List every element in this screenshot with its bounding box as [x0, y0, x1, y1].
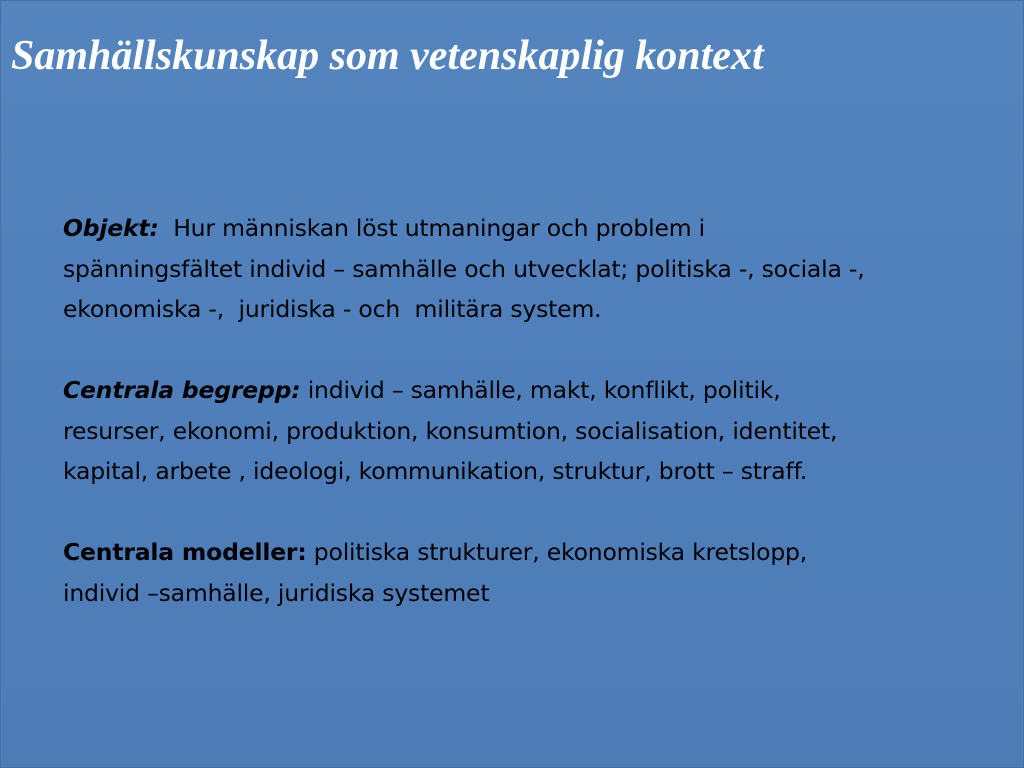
objekt-line-1: [63, 208, 1023, 249]
begrepp-line-3: kapital, arbete , ideologi, kommunikation, struktur, brott – straff.: [63, 457, 808, 485]
modeller-line-2: individ –samhälle, juridiska systemet: [63, 578, 490, 607]
begrepp-paragraph: [63, 370, 1023, 492]
begrepp-label: Centrala begrepp:: [63, 376, 301, 404]
objekt-line-3: ekonomiska -, juridiska - och militära system.: [63, 295, 602, 323]
begrepp-line-2: resurser, ekonomi, produktion, konsumtion, socialisation, identitet,: [63, 416, 838, 445]
slide-title: Samhällskunskap som vetenskaplig kontext: [11, 33, 764, 79]
begrepp-text-1: individ – samhälle, makt, konflikt, politik,: [300, 376, 781, 404]
objekt-text-1: Hur människan löst utmaningar och problem i: [158, 214, 706, 242]
modeller-paragraph: [63, 532, 1023, 613]
modeller-label: Centrala modeller:: [63, 538, 307, 566]
objekt-label: Objekt:: [63, 214, 159, 242]
objekt-paragraph: [63, 208, 1023, 330]
objekt-line-2: spänningsfältet individ – samhälle och utvecklat; politiska -, sociala -,: [63, 254, 865, 283]
slide-content: [63, 208, 1023, 654]
begrepp-line-1: [63, 370, 1023, 411]
modeller-line-1: [63, 532, 1023, 573]
modeller-text-1: politiska strukturer, ekonomiska kretslopp,: [306, 538, 808, 566]
